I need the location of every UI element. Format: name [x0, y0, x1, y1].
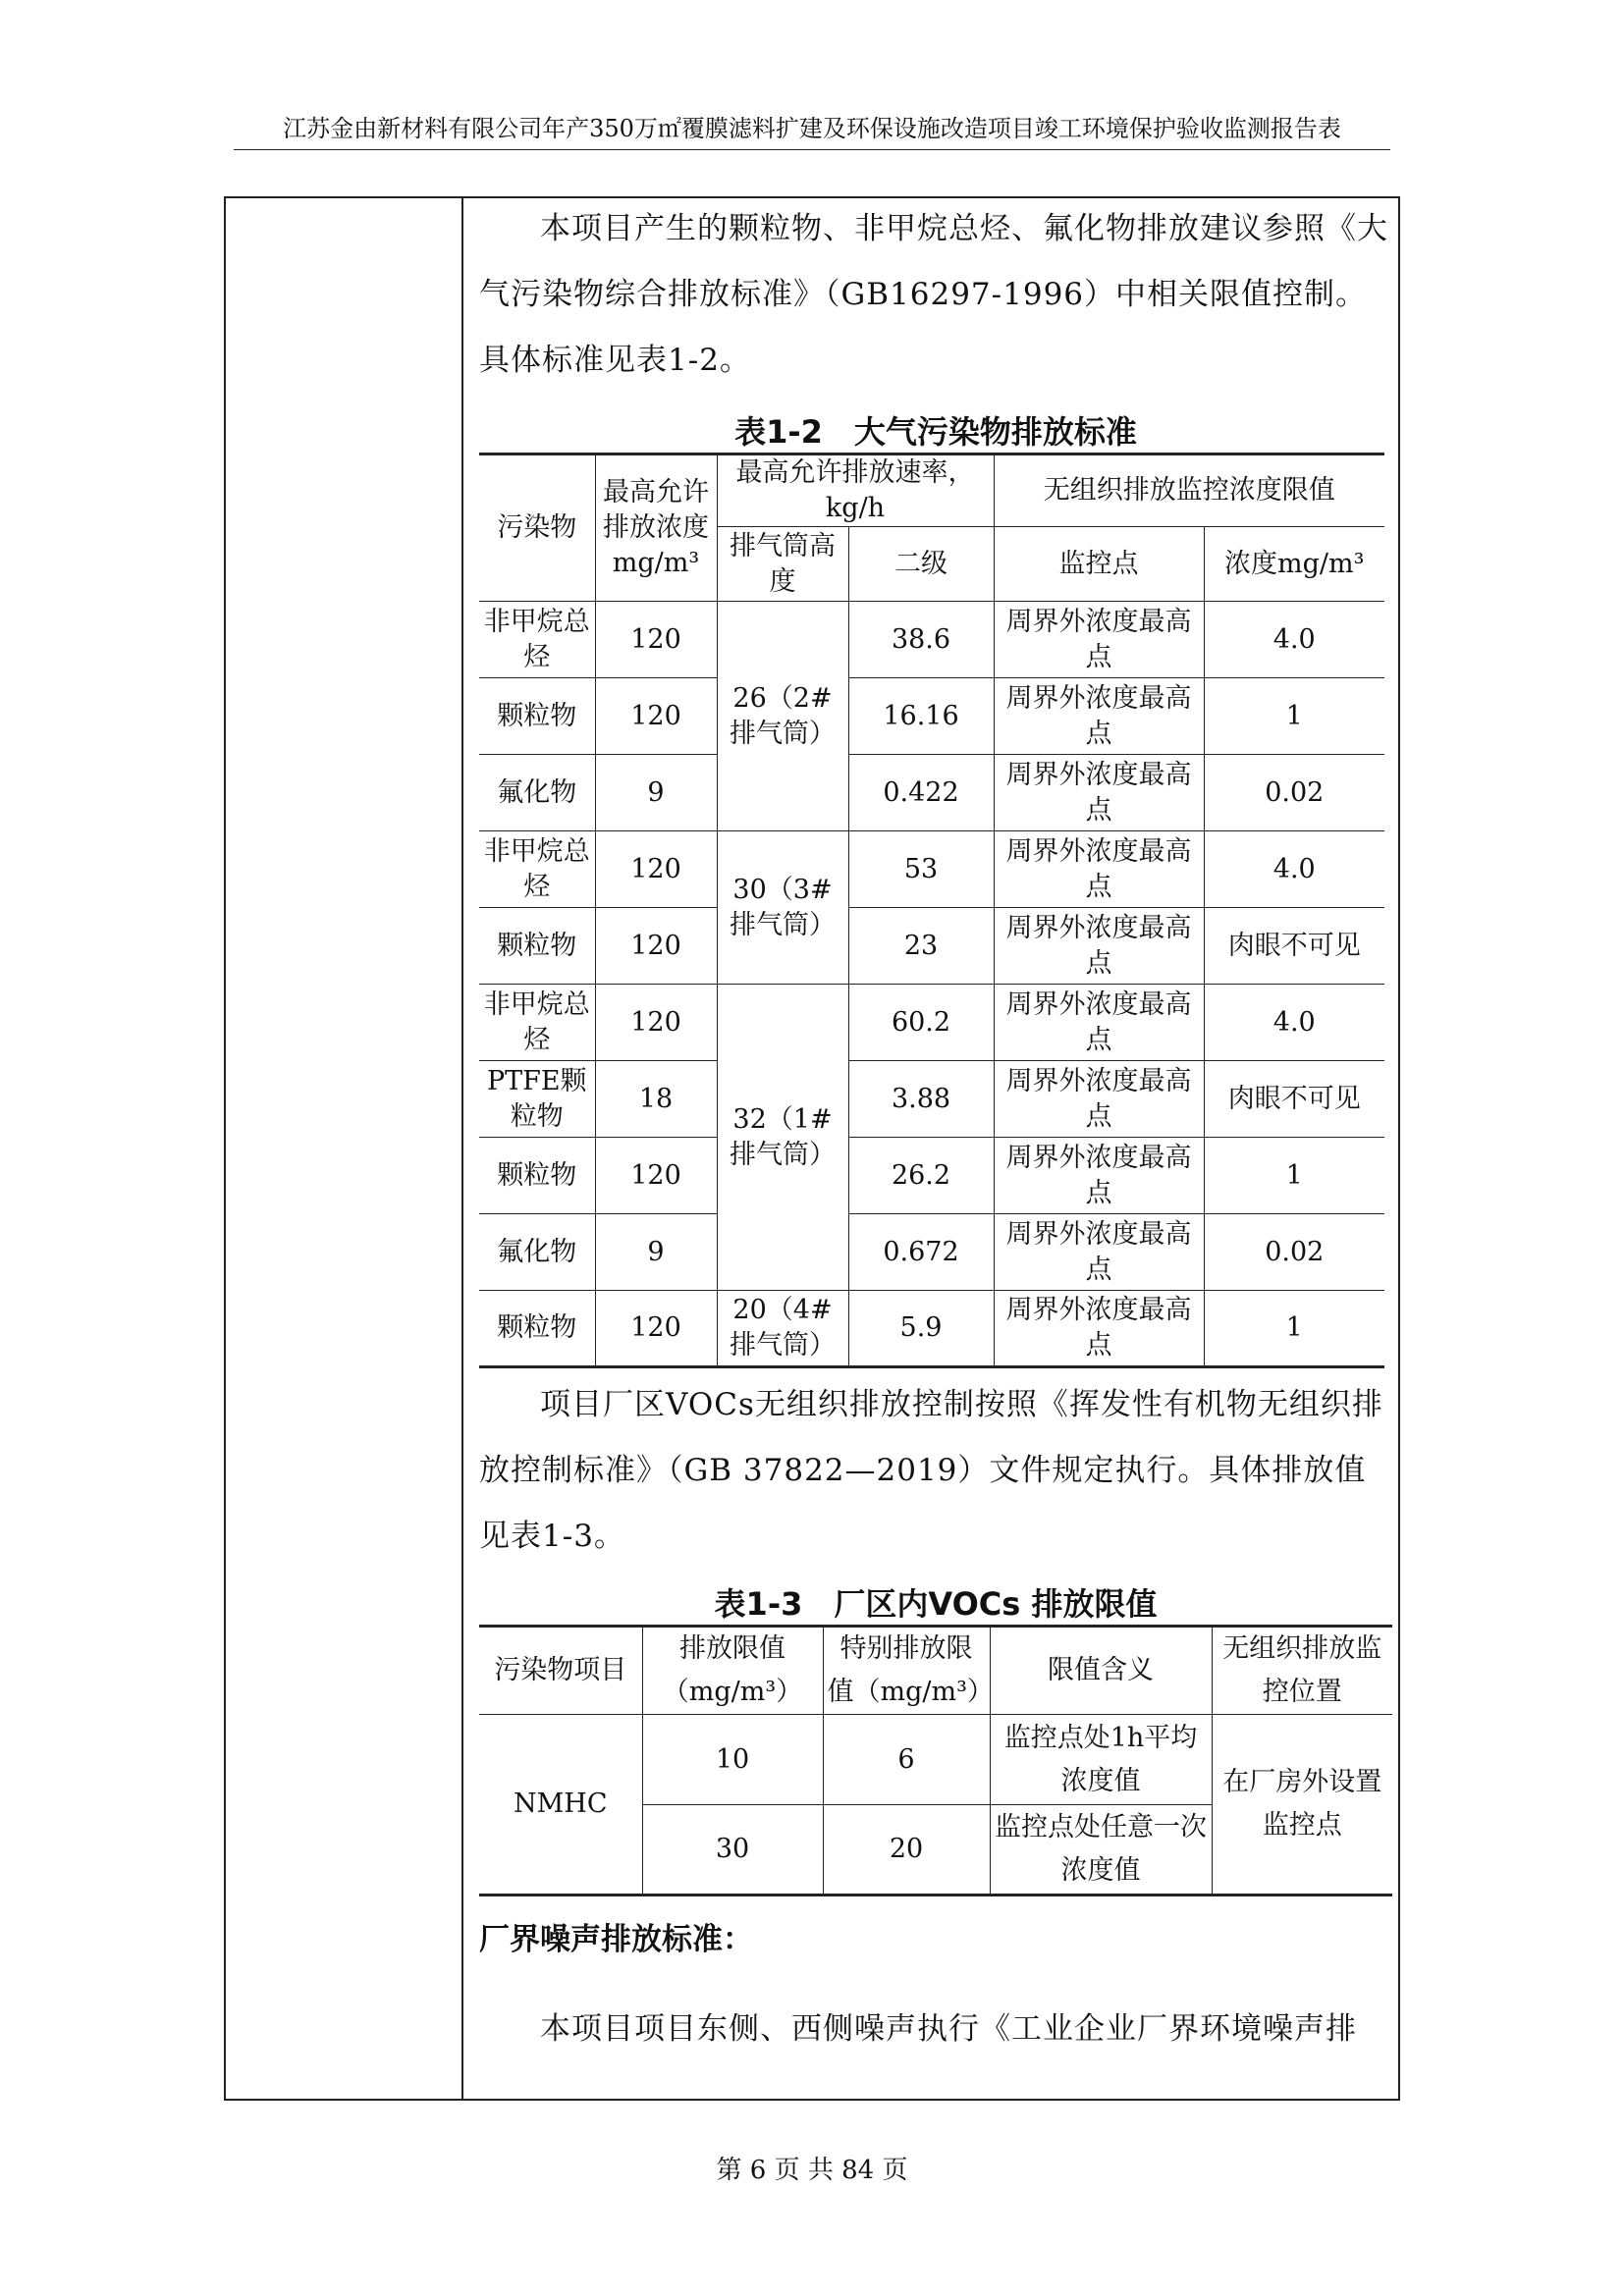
pollutant-cell: 颗粒物	[479, 678, 595, 755]
conc-cell: 0.02	[1204, 755, 1384, 831]
rate-cell: 0.672	[848, 1214, 994, 1291]
rate-cell: 16.16	[848, 678, 994, 755]
table-row	[479, 1214, 1384, 1291]
monitor-point-cell: 周界外浓度最高点	[994, 678, 1204, 755]
max-conc-cell: 120	[595, 678, 717, 755]
table-row	[479, 678, 1384, 755]
table-row	[479, 1061, 1384, 1138]
table-row	[479, 755, 1384, 831]
monitor-point-cell: 周界外浓度最高点	[994, 1291, 1204, 1367]
table-row	[479, 985, 1384, 1061]
pollutant-cell: 氟化物	[479, 755, 595, 831]
max-conc-cell: 120	[595, 1138, 717, 1214]
conc-cell: 肉眼不可见	[1204, 1061, 1384, 1138]
noise-heading: 厂界噪声排放标准：	[479, 1922, 753, 1957]
pollutant-cell: 颗粒物	[479, 1291, 595, 1367]
pollutant-cell: 非甲烷总烃	[479, 985, 595, 1061]
conc-cell: 1	[1204, 678, 1384, 755]
max-conc-cell: 120	[595, 602, 717, 678]
meaning-cell: 监控点处1h平均浓度值	[990, 1715, 1212, 1805]
header-item: 污染物项目	[479, 1627, 642, 1715]
max-conc-cell: 120	[595, 831, 717, 908]
conc-cell: 4.0	[1204, 602, 1384, 678]
max-conc-cell: 18	[595, 1061, 717, 1138]
table-1-3	[479, 1625, 1392, 1896]
monitor-point-cell: 周界外浓度最高点	[994, 908, 1204, 985]
header-limit: 排放限值（mg/m³）	[642, 1627, 823, 1715]
meaning-cell: 监控点处任意一次浓度值	[990, 1805, 1212, 1896]
stack-height-cell: 26（2#排气筒）	[717, 602, 848, 831]
limit-cell: 10	[642, 1715, 823, 1805]
table-row	[479, 1291, 1384, 1367]
table-row	[479, 908, 1384, 985]
max-conc-cell: 9	[595, 1214, 717, 1291]
table-1-2-caption: 表1-2 大气污染物排放标准	[734, 413, 1137, 451]
voc-paragraph: 项目厂区VOCs无组织排放控制按照《挥发性有机物无组织排放控制标准》（GB 37822—2019）文件规定执行。具体排放值见表1-3。	[479, 1387, 1383, 1554]
stack-height-cell: 30（3#排气筒）	[717, 831, 848, 985]
table-1-2	[479, 453, 1384, 1368]
table-row	[479, 831, 1384, 908]
main-content	[479, 196, 1392, 2062]
header-pollutant: 污染物	[479, 454, 595, 602]
header-max-conc: 最高允许排放浓度mg/m³	[595, 454, 717, 602]
pollutant-cell: 氟化物	[479, 1214, 595, 1291]
rate-cell: 3.88	[848, 1061, 994, 1138]
header-special: 特别排放限值（mg/m³）	[823, 1627, 990, 1715]
pollutant-cell: 非甲烷总烃	[479, 602, 595, 678]
pollutant-cell: 颗粒物	[479, 908, 595, 985]
rate-cell: 23	[848, 908, 994, 985]
header-conc: 浓度mg/m³	[1204, 527, 1384, 602]
pollutant-cell: 颗粒物	[479, 1138, 595, 1214]
header-stack-height: 排气筒高度	[717, 527, 848, 602]
intro-paragraph: 本项目产生的颗粒物、非甲烷总烃、氟化物排放建议参照《大气污染物综合排放标准》（GB16297-1996）中相关限值控制。具体标准见表1-2。	[479, 211, 1388, 378]
location-cell: 在厂房外设置监控点	[1212, 1715, 1392, 1896]
max-conc-cell: 9	[595, 755, 717, 831]
stack-height-cell: 20（4#排气筒）	[717, 1291, 848, 1367]
max-conc-cell: 120	[595, 985, 717, 1061]
stack-height-cell: 32（1#排气筒）	[717, 985, 848, 1291]
special-cell: 20	[823, 1805, 990, 1896]
rate-cell: 5.9	[848, 1291, 994, 1367]
monitor-point-cell: 周界外浓度最高点	[994, 985, 1204, 1061]
header-location: 无组织排放监控位置	[1212, 1627, 1392, 1715]
conc-cell: 肉眼不可见	[1204, 908, 1384, 985]
monitor-point-cell: 周界外浓度最高点	[994, 602, 1204, 678]
table-row	[479, 1138, 1384, 1214]
monitor-point-cell: 周界外浓度最高点	[994, 1061, 1204, 1138]
max-conc-cell: 120	[595, 1291, 717, 1367]
limit-cell: 30	[642, 1805, 823, 1896]
conc-cell: 4.0	[1204, 831, 1384, 908]
table-row	[479, 602, 1384, 678]
header-max-rate: 最高允许排放速率，kg/h	[717, 454, 994, 527]
table-1-3-caption: 表1-3 厂区内VOCs 排放限值	[714, 1585, 1158, 1623]
conc-cell: 0.02	[1204, 1214, 1384, 1291]
monitor-point-cell: 周界外浓度最高点	[994, 1214, 1204, 1291]
noise-paragraph: 本项目项目东侧、西侧噪声执行《工业企业厂界环境噪声排	[540, 2011, 1357, 2047]
header-monitor-point: 监控点	[994, 527, 1204, 602]
header-meaning: 限值含义	[990, 1627, 1212, 1715]
max-conc-cell: 120	[595, 908, 717, 985]
rate-cell: 38.6	[848, 602, 994, 678]
monitor-point-cell: 周界外浓度最高点	[994, 831, 1204, 908]
monitor-point-cell: 周界外浓度最高点	[994, 755, 1204, 831]
header-grade2: 二级	[848, 527, 994, 602]
rate-cell: 26.2	[848, 1138, 994, 1214]
pollutant-cell: 非甲烷总烃	[479, 831, 595, 908]
document-header: 江苏金由新材料有限公司年产350万㎡覆膜滤料扩建及环保设施改造项目竣工环境保护验收监测报告表	[234, 114, 1390, 150]
pollutant-cell: PTFE颗粒物	[479, 1061, 595, 1138]
special-cell: 6	[823, 1715, 990, 1805]
conc-cell: 4.0	[1204, 985, 1384, 1061]
frame-divider	[461, 198, 463, 2099]
rate-cell: 53	[848, 831, 994, 908]
header-fugitive: 无组织排放监控浓度限值	[994, 454, 1384, 527]
rate-cell: 0.422	[848, 755, 994, 831]
item-cell: NMHC	[479, 1715, 642, 1896]
rate-cell: 60.2	[848, 985, 994, 1061]
monitor-point-cell: 周界外浓度最高点	[994, 1138, 1204, 1214]
page-number: 第 6 页 共 84 页	[716, 2156, 908, 2185]
conc-cell: 1	[1204, 1138, 1384, 1214]
conc-cell: 1	[1204, 1291, 1384, 1367]
